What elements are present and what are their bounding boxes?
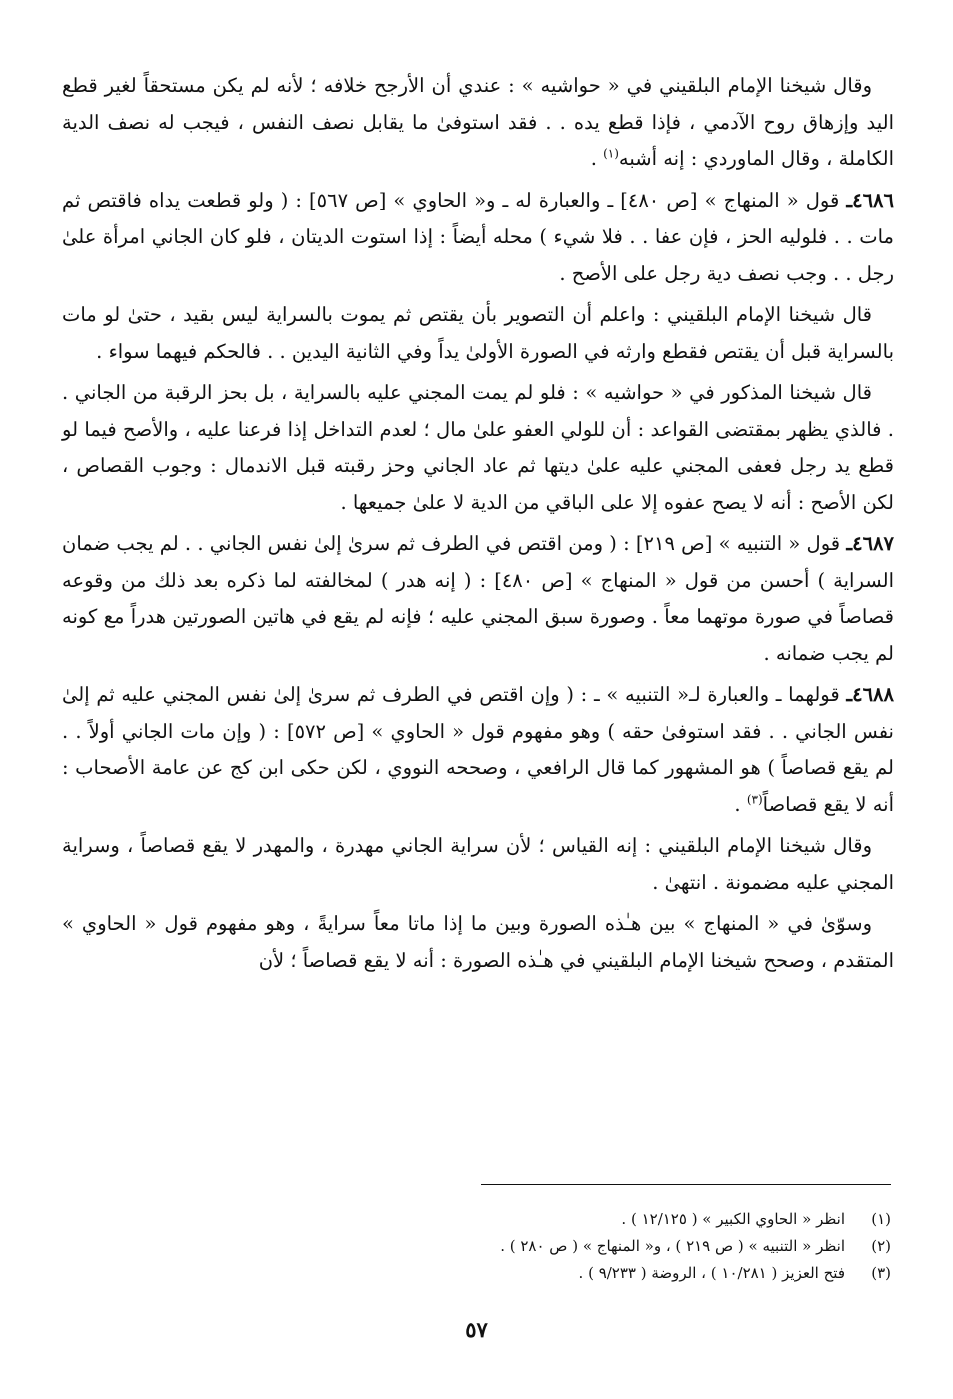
footnote-text: فتح العزيز ( ١٠/٢٨١ ) ، الروضة ( ٩/٢٣٣ ) . — [578, 1264, 845, 1282]
paragraph — [62, 297, 894, 370]
footnote-text: انظر « التنبيه » ( ص ٢١٩ ) ، و« المنهاج » ( ص ٢٨٠ ) . — [500, 1237, 845, 1255]
paragraph-number: ٤٦٨٨ـ — [846, 683, 895, 706]
paragraph-text: قال شيخنا الإمام البلقيني : واعلم أن التصوير بأن يقتص ثم يموت بالسراية ليس بقيد ، حتىٰ لو مات بالسراية قبل أن يقتص فقطع وارثه في الصورة الأولىٰ يداً وفي الثانية اليدين . . فالحكم فيهما سواء . — [62, 303, 894, 363]
footnote-mark: (٢) — [871, 1237, 891, 1255]
numbered-paragraph — [62, 526, 894, 672]
page-body — [62, 68, 894, 984]
paragraph-text: وقال شيخنا الإمام البلقيني في « حواشيه » : عندي أن الأرجح خلافه ؛ لأنه لم يكن مستحقاً لغير قطع اليد وإزهاق روح الآدمي ، فإذا قطع يده . . فقد استوفىٰ ما يقابل نصف النفس ، فيجب له نصف الدية الكاملة ، وقال الماوردي : إنه أشبه — [62, 74, 894, 170]
footnotes — [59, 1206, 891, 1287]
paragraph-text: قول « التنبيه » [ص ٢١٩] : ( ومن اقتص في الطرف ثم سرىٰ إلىٰ نفس الجاني . . لم يجب ضمان السراية ) أحسن من قول « المنهاج » [ص ٤٨٠] : ( إنه هدر ) لمخالفته لما ذكره بعد ذلك من وقوعه قصاصاً في صورة موتهما معاً . وصورة سبق المجني عليه ؛ فإنه لم يقع في هاتين الصورتين هدراً مع كونه لم يجب ضمانه . — [62, 532, 894, 665]
footnote-mark: (١) — [871, 1210, 891, 1228]
paragraph — [62, 375, 894, 521]
numbered-paragraph — [62, 183, 894, 293]
paragraph-number: ٤٦٨٦ـ — [846, 188, 894, 212]
footnote — [59, 1206, 891, 1233]
paragraph-text: وسوّىٰ في « المنهاج » بين هـٰذه الصورة وبين ما إذا ماتا معاً سرايةً ، وهو مفهوم قول « الحاوي » المتقدم ، وصحح شيخنا الإمام البلقيني في هـٰذه الصورة : أنه لا يقع قصاصاً ؛ لأن — [62, 912, 894, 972]
paragraph — [62, 906, 894, 979]
page-number: ٥٧ — [465, 1317, 488, 1342]
footnote-reference[interactable]: (١) — [603, 146, 619, 161]
footnote-separator — [481, 1184, 891, 1185]
numbered-paragraph: ٤٦٨٨ـ قولهما ـ والعبارة لـ« التنبيه » ـ : ( وإن اقتص في الطرف ثم سرىٰ إلىٰ نفس المجني عليه ثم إلىٰ نفس الجاني . . فقد استوفىٰ حقه ) وهو مفهوم قول « الحاوي » [ص ٥٧٢] : ( وإن مات الجاني أولاً . . لم يقع قصاصاً ) هو المشهور كما قال الرافعي ، وصححه النووي ، لكن حكى ابن كج عن عامة الأصحاب : أنه لا يقع قصاصاً$^{(٣)}$ . — [62, 683, 895, 816]
footnote-text: انظر « الحاوي الكبير » ( ١٢/١٢٥ ) . — [621, 1210, 845, 1228]
paragraph-text: قول « المنهاج » [ص ٤٨٠] ـ والعبارة له ـ و« الحاوي » [ص ٥٦٧] : ( ولو قطعت يداه فاقتص ثم مات . . فلوليه الحز ، فإن عفا . . فلا شيء ) محله أيضاً : إذا استوت الديتان ، فلو كان الجاني امرأة علىٰ رجل . . وجب نصف دية رجل على الأصح . — [62, 188, 894, 285]
paragraph-number: ٤٦٨٧ـ — [846, 532, 894, 555]
paragraph — [62, 828, 894, 901]
footnote — [59, 1260, 891, 1287]
paragraph: وقال شيخنا الإمام البلقيني في « حواشيه » : عندي أن الأرجح خلافه ؛ لأنه لم يكن مستحقاً لغير قطع اليد وإزهاق روح الآدمي ، فإذا قطع يده . . فقد استوفىٰ ما يقابل نصف النفس ، فيجب له نصف الدية الكاملة ، وقال الماوردي : إنه أشبه$^{(١)}$ . — [62, 74, 894, 170]
paragraph-text: قال شيخنا المذكور في « حواشيه » : فلو لم يمت المجني عليه بالسراية ، بل بحز الرقبة من الجاني . . فالذي يظهر بمقتضى القواعد : أن للولي العفو علىٰ مال ؛ لعدم التداخل إذا فرعنا عليه ، والأصح فيما لو قطع يد رجل فعفى المجني عليه علىٰ ديتها ثم عاد الجاني وحز رقبته قبل الاندمال : وجوب القصاص ، لكن الأصح : أنه لا يصح عفوه إلا على الباقي من الدية لا علىٰ جميعها . — [62, 381, 894, 514]
footnote — [59, 1233, 891, 1260]
footnote-reference[interactable]: (٣) — [746, 792, 763, 806]
paragraph-text: قولهما ـ والعبارة لـ« التنبيه » ـ : ( وإن اقتص في الطرف ثم سرىٰ إلىٰ نفس المجني عليه ثم إلىٰ نفس الجاني . . فقد استوفىٰ حقه ) وهو مفهوم قول « الحاوي » [ص ٥٧٢] : ( وإن مات الجاني أولاً . . لم يقع قصاصاً ) هو المشهور كما قال الرافعي ، وصححه النووي ، لكن حكى ابن كج عن عامة الأصحاب : أنه لا يقع قصاصاً — [62, 683, 894, 816]
paragraph-text: وقال شيخنا الإمام البلقيني : إنه القياس ؛ لأن سراية الجاني مهدرة ، والمهدر لا يقع قصاصاً ، وسراية المجني عليه مضمونة . انتهىٰ . — [62, 834, 894, 894]
footnote-mark: (٣) — [871, 1264, 891, 1282]
